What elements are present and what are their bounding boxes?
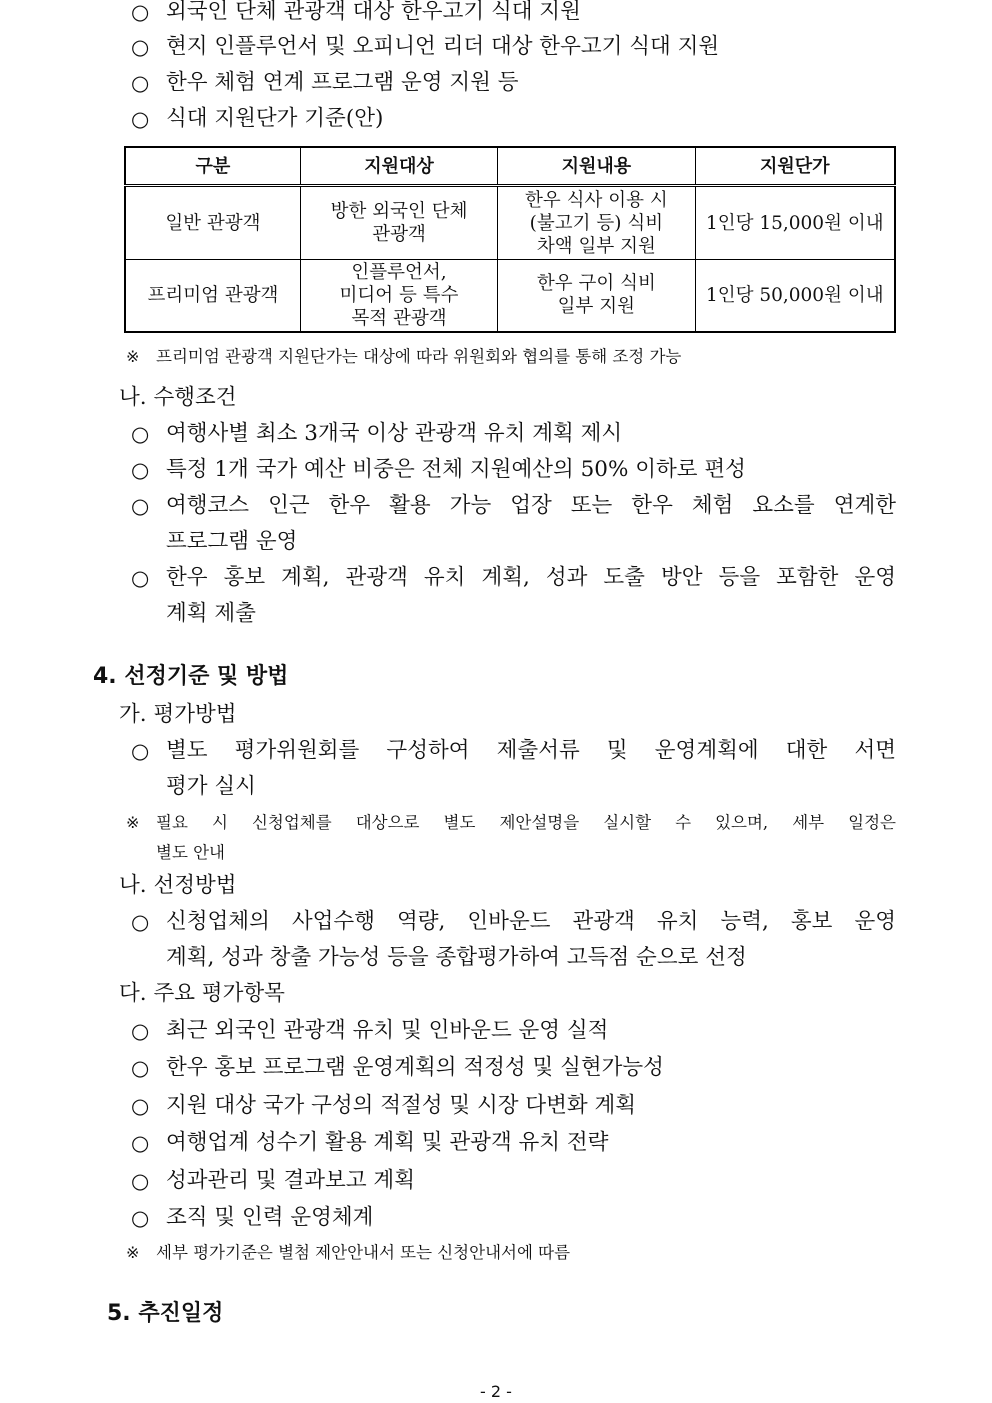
selection-item-continuation: 계획, 성과 창출 가능성 등을 종합평가하여 고득점 순으로 선정	[166, 945, 747, 970]
bullet-icon: ○	[131, 494, 150, 518]
table-header-category: 구분	[125, 147, 300, 186]
cell-line: 방한 외국인 단체	[330, 201, 468, 222]
bullet-icon: ○	[131, 1056, 150, 1080]
condition-item-continuation: 프로그램 운영	[166, 529, 298, 554]
bullet-icon: ○	[131, 1094, 150, 1118]
section-heading: 4. 선정기준 및 방법	[93, 664, 289, 689]
bullet-icon: ○	[131, 458, 150, 482]
note-mark-icon: ※	[126, 1243, 140, 1262]
condition-item: 여행사별 최소 3개국 이상 관광객 유치 계획 제시	[166, 421, 623, 446]
criteria-note: 세부 평가기준은 별첨 제안안내서 또는 신청안내서에 따름	[156, 1243, 571, 1262]
table-cell-category: 일반 관광객	[125, 186, 300, 260]
support-item: 현지 인플루언서 및 오피니언 리더 대상 한우고기 식대 지원	[166, 34, 720, 59]
condition-item: 특정 1개 국가 예산 비중은 전체 지원예산의 50% 이하로 편성	[166, 457, 746, 482]
condition-item: 여행코스 인근 한우 활용 가능 업장 또는 한우 체험 요소를 연계한	[166, 493, 896, 518]
cell-line: 한우 식사 이용 시	[524, 189, 668, 211]
cell-line: 일부 지원	[557, 296, 636, 318]
bullet-icon: ○	[131, 910, 150, 934]
support-item: 식대 지원단가 기준(안)	[166, 106, 384, 131]
subsection-title: 나. 수행조건	[119, 385, 237, 410]
bullet-icon: ○	[131, 107, 150, 131]
table-header-price: 지원단가	[695, 147, 895, 186]
bullet-icon: ○	[131, 71, 150, 95]
cell-line: 목적 관광객	[351, 307, 447, 329]
cell-line: (불고기 등) 식비	[529, 212, 664, 234]
table-cell-content	[498, 186, 695, 260]
table-note: 프리미엄 관광객 지원단가는 대상에 따라 위원회와 협의를 통해 조정 가능	[156, 347, 682, 366]
table-header-target: 지원대상	[300, 147, 497, 186]
bullet-icon: ○	[131, 1019, 150, 1043]
cell-line: 한우 구이 식비	[536, 273, 656, 295]
bullet-icon: ○	[131, 35, 150, 59]
evaluation-item-continuation: 평가 실시	[166, 774, 256, 799]
bullet-icon: ○	[131, 1206, 150, 1230]
bullet-icon: ○	[131, 566, 150, 590]
condition-item: 한우 홍보 계획, 관광객 유치 계획, 성과 도출 방안 등을 포함한 운영	[166, 565, 896, 590]
subsection-title: 나. 선정방법	[119, 873, 237, 898]
cell-line: 인플루언서,	[351, 261, 447, 283]
criteria-item: 조직 및 인력 운영체계	[166, 1205, 374, 1230]
table-row	[125, 186, 895, 260]
note-mark-icon: ※	[126, 813, 140, 832]
table-cell-price: 1인당 15,000원 이내	[695, 186, 895, 260]
section-heading: 5. 추진일정	[107, 1301, 224, 1326]
page-number: - 2 -	[480, 1382, 512, 1401]
table-cell-target	[300, 186, 497, 260]
subsection-title: 가. 평가방법	[119, 702, 237, 727]
bullet-icon: ○	[131, 1131, 150, 1155]
selection-item: 신청업체의 사업수행 역량, 인바운드 관광객 유치 능력, 홍보 운영	[166, 909, 896, 934]
support-item: 한우 체험 연계 프로그램 운영 지원 등	[166, 70, 519, 95]
table-row	[125, 260, 895, 332]
criteria-item: 성과관리 및 결과보고 계획	[166, 1168, 415, 1193]
criteria-item: 한우 홍보 프로그램 운영계획의 적정성 및 실현가능성	[166, 1055, 664, 1080]
support-item: 외국인 단체 관광객 대상 한우고기 식대 지원	[166, 0, 581, 24]
table-header-row	[125, 147, 895, 186]
cell-line: 미디어 등 특수	[339, 284, 459, 306]
table-cell-category: 프리미엄 관광객	[125, 260, 300, 332]
evaluation-note: 필요 시 신청업체를 대상으로 별도 제안설명을 실시할 수 있으며, 세부 일정은	[156, 813, 896, 832]
note-mark-icon: ※	[126, 347, 140, 366]
table-cell-target	[300, 260, 497, 332]
table-header-content: 지원내용	[498, 147, 695, 186]
bullet-icon: ○	[131, 1169, 150, 1193]
unit-price-table	[124, 146, 896, 333]
condition-item-continuation: 계획 제출	[166, 601, 256, 626]
cell-line: 차액 일부 지원	[536, 235, 656, 257]
bullet-icon: ○	[131, 422, 150, 446]
table-cell-content	[498, 260, 695, 332]
bullet-icon: ○	[131, 0, 150, 24]
criteria-item: 지원 대상 국가 구성의 적절성 및 시장 다변화 계획	[166, 1093, 637, 1118]
cell-line: 관광객	[372, 224, 426, 245]
evaluation-item: 별도 평가위원회를 구성하여 제출서류 및 운영계획에 대한 서면	[166, 738, 896, 763]
criteria-item: 최근 외국인 관광객 유치 및 인바운드 운영 실적	[166, 1018, 609, 1043]
table-cell-price: 1인당 50,000원 이내	[695, 260, 895, 332]
criteria-item: 여행업계 성수기 활용 계획 및 관광객 유치 전략	[166, 1130, 609, 1155]
bullet-icon: ○	[131, 739, 150, 763]
subsection-title: 다. 주요 평가항목	[119, 981, 285, 1006]
evaluation-note-continuation: 별도 안내	[156, 843, 226, 862]
